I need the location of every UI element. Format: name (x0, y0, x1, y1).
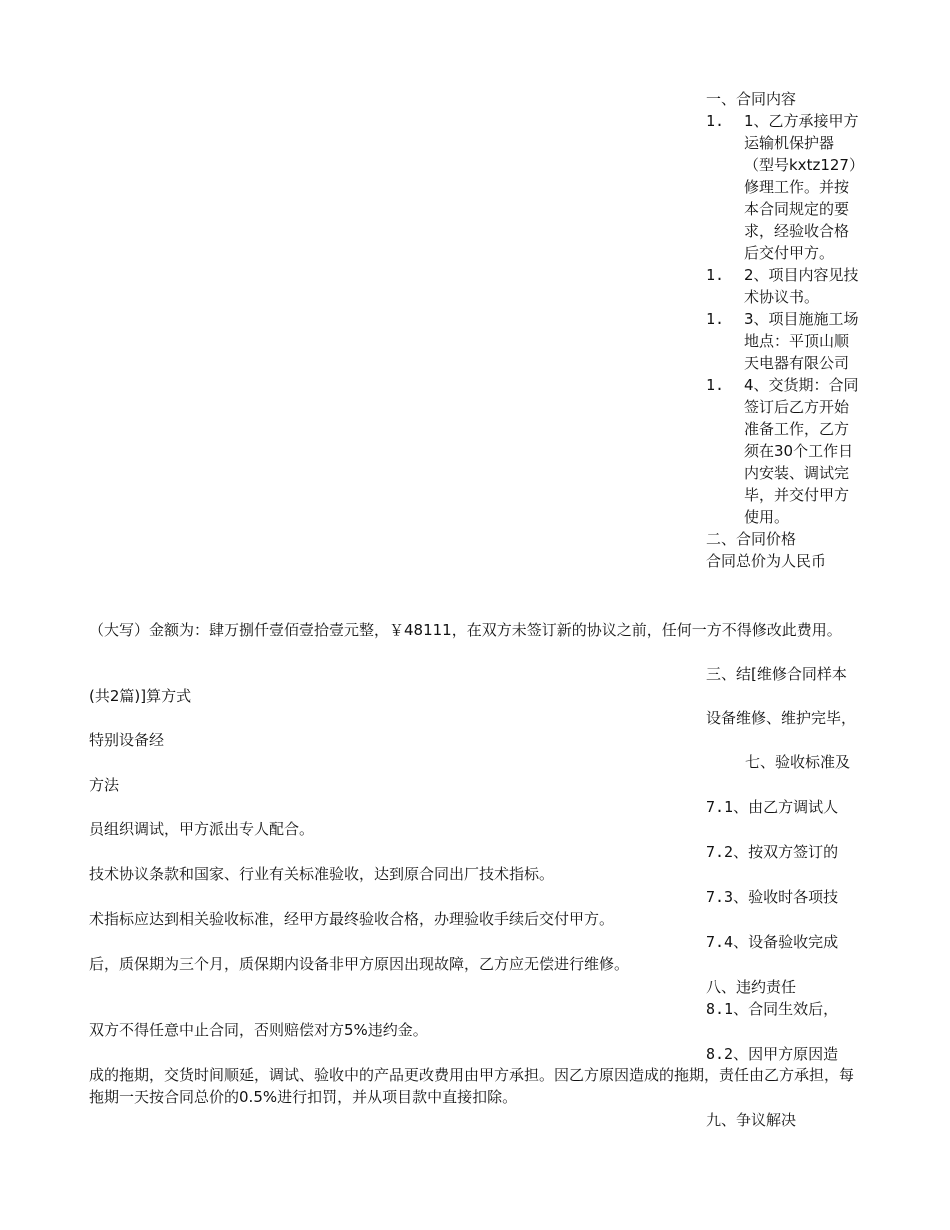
price-start: 合同总价为人民币 (706, 552, 827, 570)
article-count: (共2篇)]算方式 (89, 687, 192, 705)
terminate-line: 双方不得任意中止合同，否则赔偿对方5%违约金。 (89, 1021, 428, 1039)
price-continuation: （大写）金额为：肆万捌仟壹佰壹拾壹元整，￥48111，在双方未签订新的协议之前，任何一方不得修改此费用。 (89, 621, 842, 639)
clause-7-3: 7.3、验收时各项技 (706, 888, 839, 906)
section-heading-8: 八、违约责任 (706, 978, 797, 996)
list-item (706, 308, 866, 374)
method-line: 方法 (89, 776, 120, 794)
list-text: 1、乙方承接甲方运输机保护器（型号kxtz127）修理工作。并按本合同规定的要求，经验收合格后交付甲方。 (744, 112, 859, 262)
section-heading-3: 三、结[维修合同样本 (706, 665, 847, 683)
list-number: 1. (706, 310, 725, 328)
clause-7-4: 7.4、设备验收完成 (706, 933, 839, 951)
list-text: 2、项目内容见技术协议书。 (744, 266, 859, 306)
list-number: 1. (706, 112, 725, 130)
special-equipment: 特别设备经 (89, 731, 165, 749)
list-text: 4、交货期：合同签订后乙方开始准备工作，乙方须在30个工作日内安装、调试完毕，并交付甲方使用。 (744, 376, 859, 526)
maintenance-line: 设备维修、维护完毕， (706, 709, 857, 727)
list-item (706, 374, 866, 528)
section-heading-2: 二、合同价格 (706, 530, 797, 548)
staff-line: 员组织调试，甲方派出专人配合。 (89, 820, 315, 838)
clause-7-1: 7.1、由乙方调试人 (706, 798, 839, 816)
section-heading-1: 一、合同内容 (706, 90, 797, 108)
list-item (706, 110, 866, 264)
right-column (706, 88, 866, 572)
section-heading-9: 九、争议解决 (706, 1111, 797, 1129)
tech-line: 技术协议条款和国家、行业有关标准验收，达到原合同出厂技术指标。 (89, 865, 555, 883)
list-item (706, 264, 866, 308)
list-number: 1. (706, 266, 725, 284)
list-text: 3、项目施施工场地点：平顶山顺天电器有限公司 (744, 310, 859, 372)
clause-8-1: 8.1、合同生效后， (706, 1000, 839, 1018)
warranty-line: 后，质保期为三个月，质保期内设备非甲方原因出现故障，乙方应无偿进行维修。 (89, 955, 630, 973)
clause-7-2: 7.2、按双方签订的 (706, 843, 839, 861)
section-heading-7: 七、验收标准及 (745, 753, 851, 771)
delay-paragraph: 成的拖期，交货时间顺延，调试、验收中的产品更改费用由甲方承担。因乙方原因造成的拖期，责任由乙方承担，每拖期一天按合同总价的0.5%进行扣罚，并从项目款中直接扣除。 (89, 1066, 855, 1106)
list-number: 1. (706, 376, 725, 394)
indicators-line: 术指标应达到相关验收标准，经甲方最终验收合格，办理验收手续后交付甲方。 (89, 910, 615, 928)
clause-8-2: 8.2、因甲方原因造 (706, 1045, 839, 1063)
